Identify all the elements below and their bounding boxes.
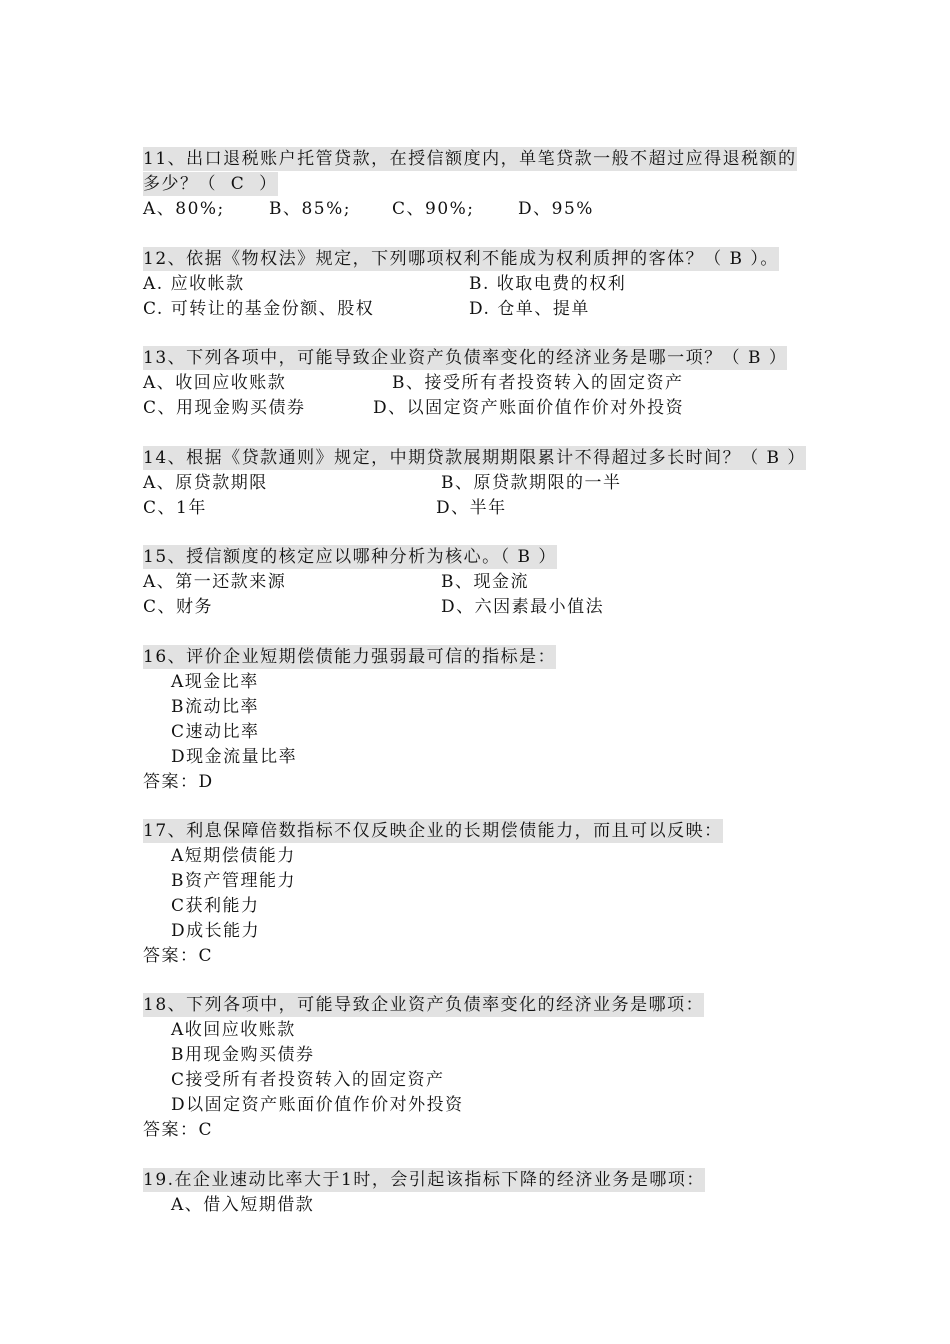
q17-option-c: C获利能力 — [171, 896, 260, 916]
q16-stem: 16、评价企业短期偿债能力强弱最可信的指标是： — [143, 647, 557, 667]
q14-option-d: D、半年 — [436, 498, 507, 518]
q16-option-c: C速动比率 — [171, 722, 260, 742]
q13-option-c: C、用现金购买债券 — [143, 398, 306, 418]
q14-option-b: B、原贷款期限的一半 — [441, 473, 622, 493]
q13-stem: 13、下列各项中，可能导致企业资产负债率变化的经济业务是哪一项？（ B ） — [143, 348, 788, 368]
q11-option-d: D、95% — [518, 199, 594, 219]
q18-option-d: D以固定资产账面价值作价对外投资 — [171, 1095, 464, 1115]
q14-option-c: C、1年 — [143, 498, 207, 518]
q12-option-b: B. 收取电费的权利 — [469, 274, 627, 294]
q12-option-a: A. 应收帐款 — [143, 274, 245, 294]
q18-stem: 18、下列各项中，可能导致企业资产负债率变化的经济业务是哪项： — [143, 995, 705, 1015]
q16-option-d: D现金流量比率 — [171, 747, 298, 767]
q13-option-b: B、接受所有者投资转入的固定资产 — [392, 373, 684, 393]
q13-option-a: A、收回应收账款 — [143, 373, 287, 393]
q17-option-a: A短期偿债能力 — [171, 846, 296, 866]
q11-option-c: C、90%; — [392, 199, 475, 219]
q19-stem: 19.在企业速动比率大于1时，会引起该指标下降的经济业务是哪项： — [143, 1170, 705, 1190]
q16-answer: 答案：D — [143, 772, 214, 792]
q15-option-a: A、第一还款来源 — [143, 572, 287, 592]
q16-option-a: A现金比率 — [171, 672, 259, 692]
q11-stem-line2: 多少？（ C ） — [143, 174, 278, 194]
q18-answer: 答案：C — [143, 1120, 214, 1140]
q15-option-c: C、财务 — [143, 597, 214, 617]
q12-stem: 12、依据《物权法》规定，下列哪项权利不能成为权利质押的客体？（ B ）。 — [143, 249, 779, 269]
q16-option-b: B流动比率 — [171, 697, 259, 717]
q11-stem-line1: 11、出口退税账户托管贷款，在授信额度内，单笔贷款一般不超过应得退税额的 — [143, 149, 797, 169]
q18-option-b: B用现金购买债券 — [171, 1045, 315, 1065]
q14-stem: 14、根据《贷款通则》规定，中期贷款展期期限累计不得超过多长时间？（ B ） — [143, 448, 806, 468]
q12-option-d: D. 仓单、提单 — [469, 299, 590, 319]
q11-option-a: A、80%; — [143, 199, 225, 219]
q11-option-b: B、85%; — [269, 199, 352, 219]
q13-option-d: D、以固定资产账面价值作价对外投资 — [373, 398, 685, 418]
q12-option-c: C. 可转让的基金份额、股权 — [143, 299, 375, 319]
q15-stem: 15、授信额度的核定应以哪种分析为核心。（ B ） — [143, 547, 557, 567]
q19-option-a: A、借入短期借款 — [171, 1195, 315, 1215]
q15-option-d: D、六因素最小值法 — [441, 597, 605, 617]
q18-option-a: A收回应收账款 — [171, 1020, 296, 1040]
q17-stem: 17、利息保障倍数指标不仅反映企业的长期偿债能力，而且可以反映： — [143, 821, 723, 841]
q15-option-b: B、现金流 — [441, 572, 529, 592]
q17-option-d: D成长能力 — [171, 921, 261, 941]
q14-option-a: A、原贷款期限 — [143, 473, 268, 493]
q17-answer: 答案：C — [143, 946, 214, 966]
q17-option-b: B资产管理能力 — [171, 871, 296, 891]
q18-option-c: C接受所有者投资转入的固定资产 — [171, 1070, 445, 1090]
